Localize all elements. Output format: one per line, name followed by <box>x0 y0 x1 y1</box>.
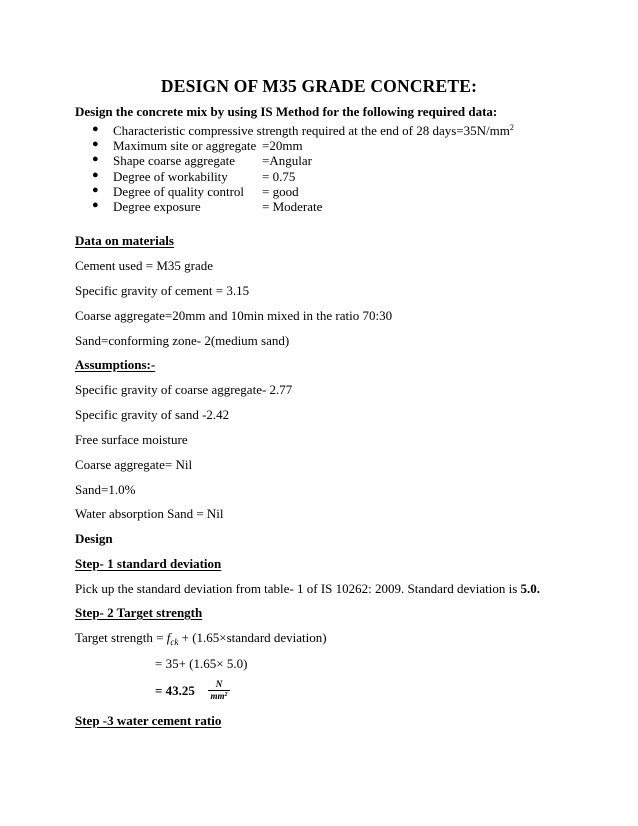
materials-heading: Data on materials <box>75 233 174 248</box>
assumption-line: Specific gravity of coarse aggregate- 2.77 <box>75 382 293 397</box>
materials-line: Specific gravity of cement = 3.15 <box>75 283 250 298</box>
requirement-label: Maximum site or aggregate <box>113 138 257 154</box>
assumption-line: Coarse aggregate= Nil <box>75 457 193 472</box>
step1-heading: Step- 1 standard deviation <box>75 556 222 571</box>
bullet-icon: ● <box>92 123 99 135</box>
requirement-label: Degree of quality control <box>113 183 245 199</box>
requirement-value: = 0.75 <box>262 168 296 184</box>
bullet-icon: ● <box>92 153 99 166</box>
requirement-value: =Angular <box>262 153 312 169</box>
bullet-icon: ● <box>92 168 99 181</box>
assumption-line: Sand=1.0% <box>75 482 136 497</box>
fck-symbol: $f_{ck}$ <box>166 630 179 647</box>
assumptions-heading: Assumptions:- <box>75 357 156 372</box>
requirement-value: = Moderate <box>262 198 323 214</box>
requirement-label: Degree exposure <box>113 198 201 214</box>
target-strength-result: = 43.25 <box>155 683 195 698</box>
step2-heading: Step- 2 Target strength <box>75 605 203 620</box>
strength-requirement: Characteristic compressive strength required at the end of 28 $days=35N/mm^2$ <box>113 123 514 138</box>
requirement-value: =20mm <box>262 138 303 154</box>
requirement-value: = good <box>262 183 299 199</box>
materials-line: Sand=conforming zone- 2(medium sand) <box>75 333 290 348</box>
intro-text: Design the concrete mix by using IS Method for the following required data: <box>75 104 498 119</box>
requirement-label: Shape coarse aggregate <box>113 153 235 169</box>
materials-line: Coarse aggregate=20mm and 10min mixed in the ratio 70:30 <box>75 308 393 323</box>
bullet-icon: ● <box>92 138 99 151</box>
requirement-label: Degree of workability <box>113 168 228 184</box>
bullet-icon: ● <box>92 198 99 211</box>
assumption-line: Water absorption Sand = Nil <box>75 506 224 521</box>
assumption-line: Specific gravity of sand -2.42 <box>75 407 230 422</box>
step1-text: Pick up the standard deviation from table- 1 of IS 10262: 2009. Standard deviation is 5.0. <box>75 581 541 596</box>
target-strength-substitution: = 35+ (1.65× 5.0) <box>155 656 248 671</box>
assumption-line: Free surface moisture <box>75 432 188 447</box>
design-heading: Design <box>75 531 113 546</box>
target-strength-formula: Target strength = $f_{ck}$ + (1.65×standard deviation) <box>75 630 327 647</box>
standard-deviation-value: 5.0. <box>520 581 541 596</box>
step3-heading: Step -3 water cement ratio <box>75 713 222 728</box>
materials-line: Cement used = M35 grade <box>75 258 214 273</box>
bullet-icon: ● <box>92 183 99 196</box>
document-title: DESIGN OF M35 GRADE CONCRETE: <box>160 76 478 96</box>
unit-fraction: $\frac{N}{mm^2}$ <box>208 680 230 701</box>
